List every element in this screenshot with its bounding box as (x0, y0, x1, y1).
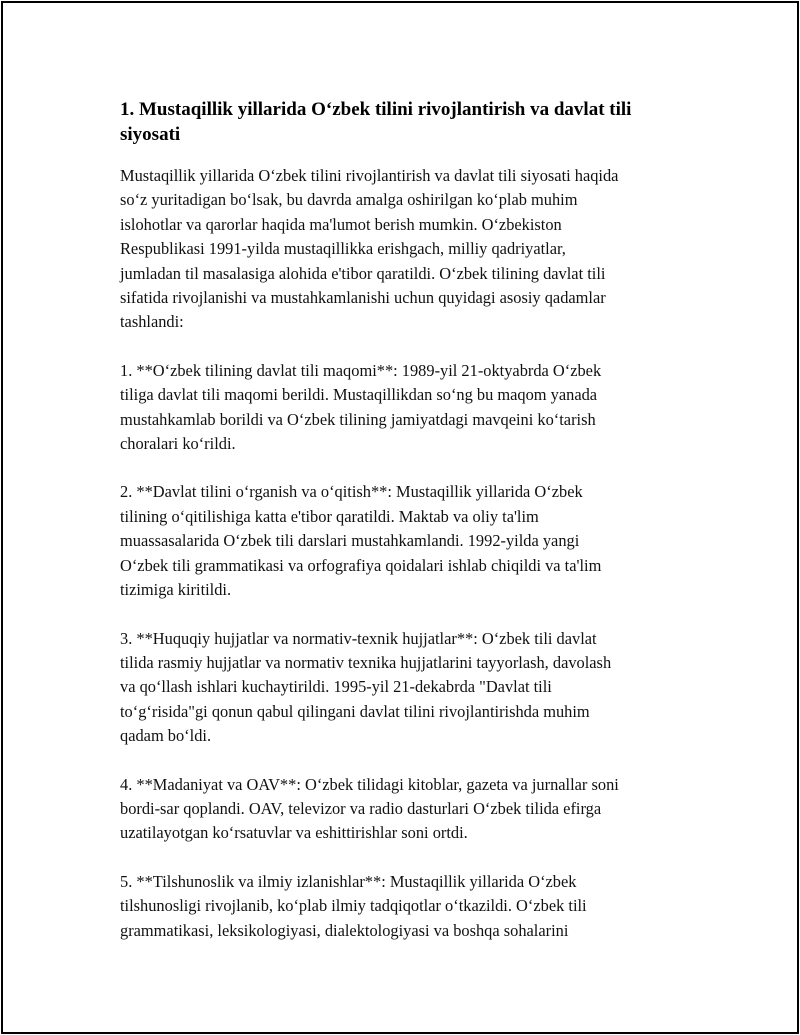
text-line: qadam bo‘ldi. (120, 726, 212, 746)
text-line: tilining o‘qitilishiga katta e'tibor qaratildi. Maktab va oliy ta'lim (120, 506, 539, 526)
text-line: tiliga davlat tili maqomi berildi. Mustaqillikdan so‘ng bu maqom yanada (120, 385, 598, 405)
text-line: 2. **Davlat tilini o‘rganish va o‘qitish**: Mustaqillik yillarida O‘zbek (120, 482, 583, 502)
text-line: Respublikasi 1991-yilda mustaqillikka erishgach, milliy qadriyatlar, (120, 239, 566, 259)
text-line: 1. **O‘zbek tilining davlat tili maqomi**: 1989-yil 21-oktyabrda O‘zbek (120, 360, 602, 380)
list-paragraph-3 (120, 627, 700, 749)
text-line: to‘g‘risida"gi qonun qabul qilingani davlat tilini rivojlantirishda muhim (120, 701, 590, 721)
intro-paragraph (120, 164, 700, 335)
list-paragraph-2 (120, 480, 700, 602)
text-line: tizimiga kiritildi. (120, 580, 232, 600)
section-heading (120, 97, 700, 147)
text-line: tilshunosligi rivojlanib, ko‘plab ilmiy tadqiqotlar o‘tkazildi. O‘zbek tili (120, 896, 587, 916)
text-line: tashlandi: (120, 312, 184, 332)
text-line: muassasalarida O‘zbek tili darslari mustahkamlandi. 1992-yilda yangi (120, 531, 580, 551)
text-line: O‘zbek tili grammatikasi va orfografiya qoidalari ishlab chiqildi va ta'lim (120, 555, 602, 575)
text-line: va qo‘llash ishlari kuchaytirildi. 1995-yil 21-dekabrda "Davlat tili (120, 677, 552, 697)
list-paragraph-5 (120, 870, 700, 943)
text-line: islohotlar va qarorlar haqida ma'lumot berish mumkin. O‘zbekiston (120, 214, 562, 234)
text-line: sifatida rivojlanishi va mustahkamlanishi uchun quyidagi asosiy qadamlar (120, 288, 606, 308)
heading-line: siyosati (120, 124, 181, 145)
text-line: uzatilayotgan ko‘rsatuvlar va eshittirishlar soni ortdi. (120, 823, 468, 843)
text-line: jumladan til masalasiga alohida e'tibor qaratildi. O‘zbek tilining davlat tili (120, 263, 606, 283)
text-line: mustahkamlab borildi va O‘zbek tilining jamiyatdagi mavqeini ko‘tarish (120, 409, 596, 429)
page-frame (1, 1, 799, 1034)
document-body (120, 97, 700, 967)
text-line: 5. **Tilshunoslik va ilmiy izlanishlar**: Mustaqillik yillarida O‘zbek (120, 871, 577, 891)
text-line: 3. **Huquqiy hujjatlar va normativ-texnik hujjatlar**: O‘zbek tili davlat (120, 628, 597, 648)
text-line: tilida rasmiy hujjatlar va normativ texnika hujjatlarini tayyorlash, davolash (120, 652, 612, 672)
list-paragraph-4 (120, 773, 700, 846)
text-line: grammatikasi, leksikologiyasi, dialektologiyasi va boshqa sohalarini (120, 920, 569, 940)
text-line: bordi-sar qoplandi. OAV, televizor va radio dasturlari O‘zbek tilida efirga (120, 798, 602, 818)
text-line: 4. **Madaniyat va OAV**: O‘zbek tilidagi kitoblar, gazeta va jurnallar soni (120, 774, 619, 794)
text-line: so‘z yuritadigan bo‘lsak, bu davrda amalga oshirilgan ko‘plab muhim (120, 190, 578, 210)
text-line: choralari ko‘rildi. (120, 434, 236, 454)
heading-line: 1. Mustaqillik yillarida O‘zbek tilini rivojlantirish va davlat tili (120, 99, 632, 120)
list-paragraph-1 (120, 359, 700, 457)
text-line: Mustaqillik yillarida O‘zbek tilini rivojlantirish va davlat tili siyosati haqida (120, 166, 619, 185)
